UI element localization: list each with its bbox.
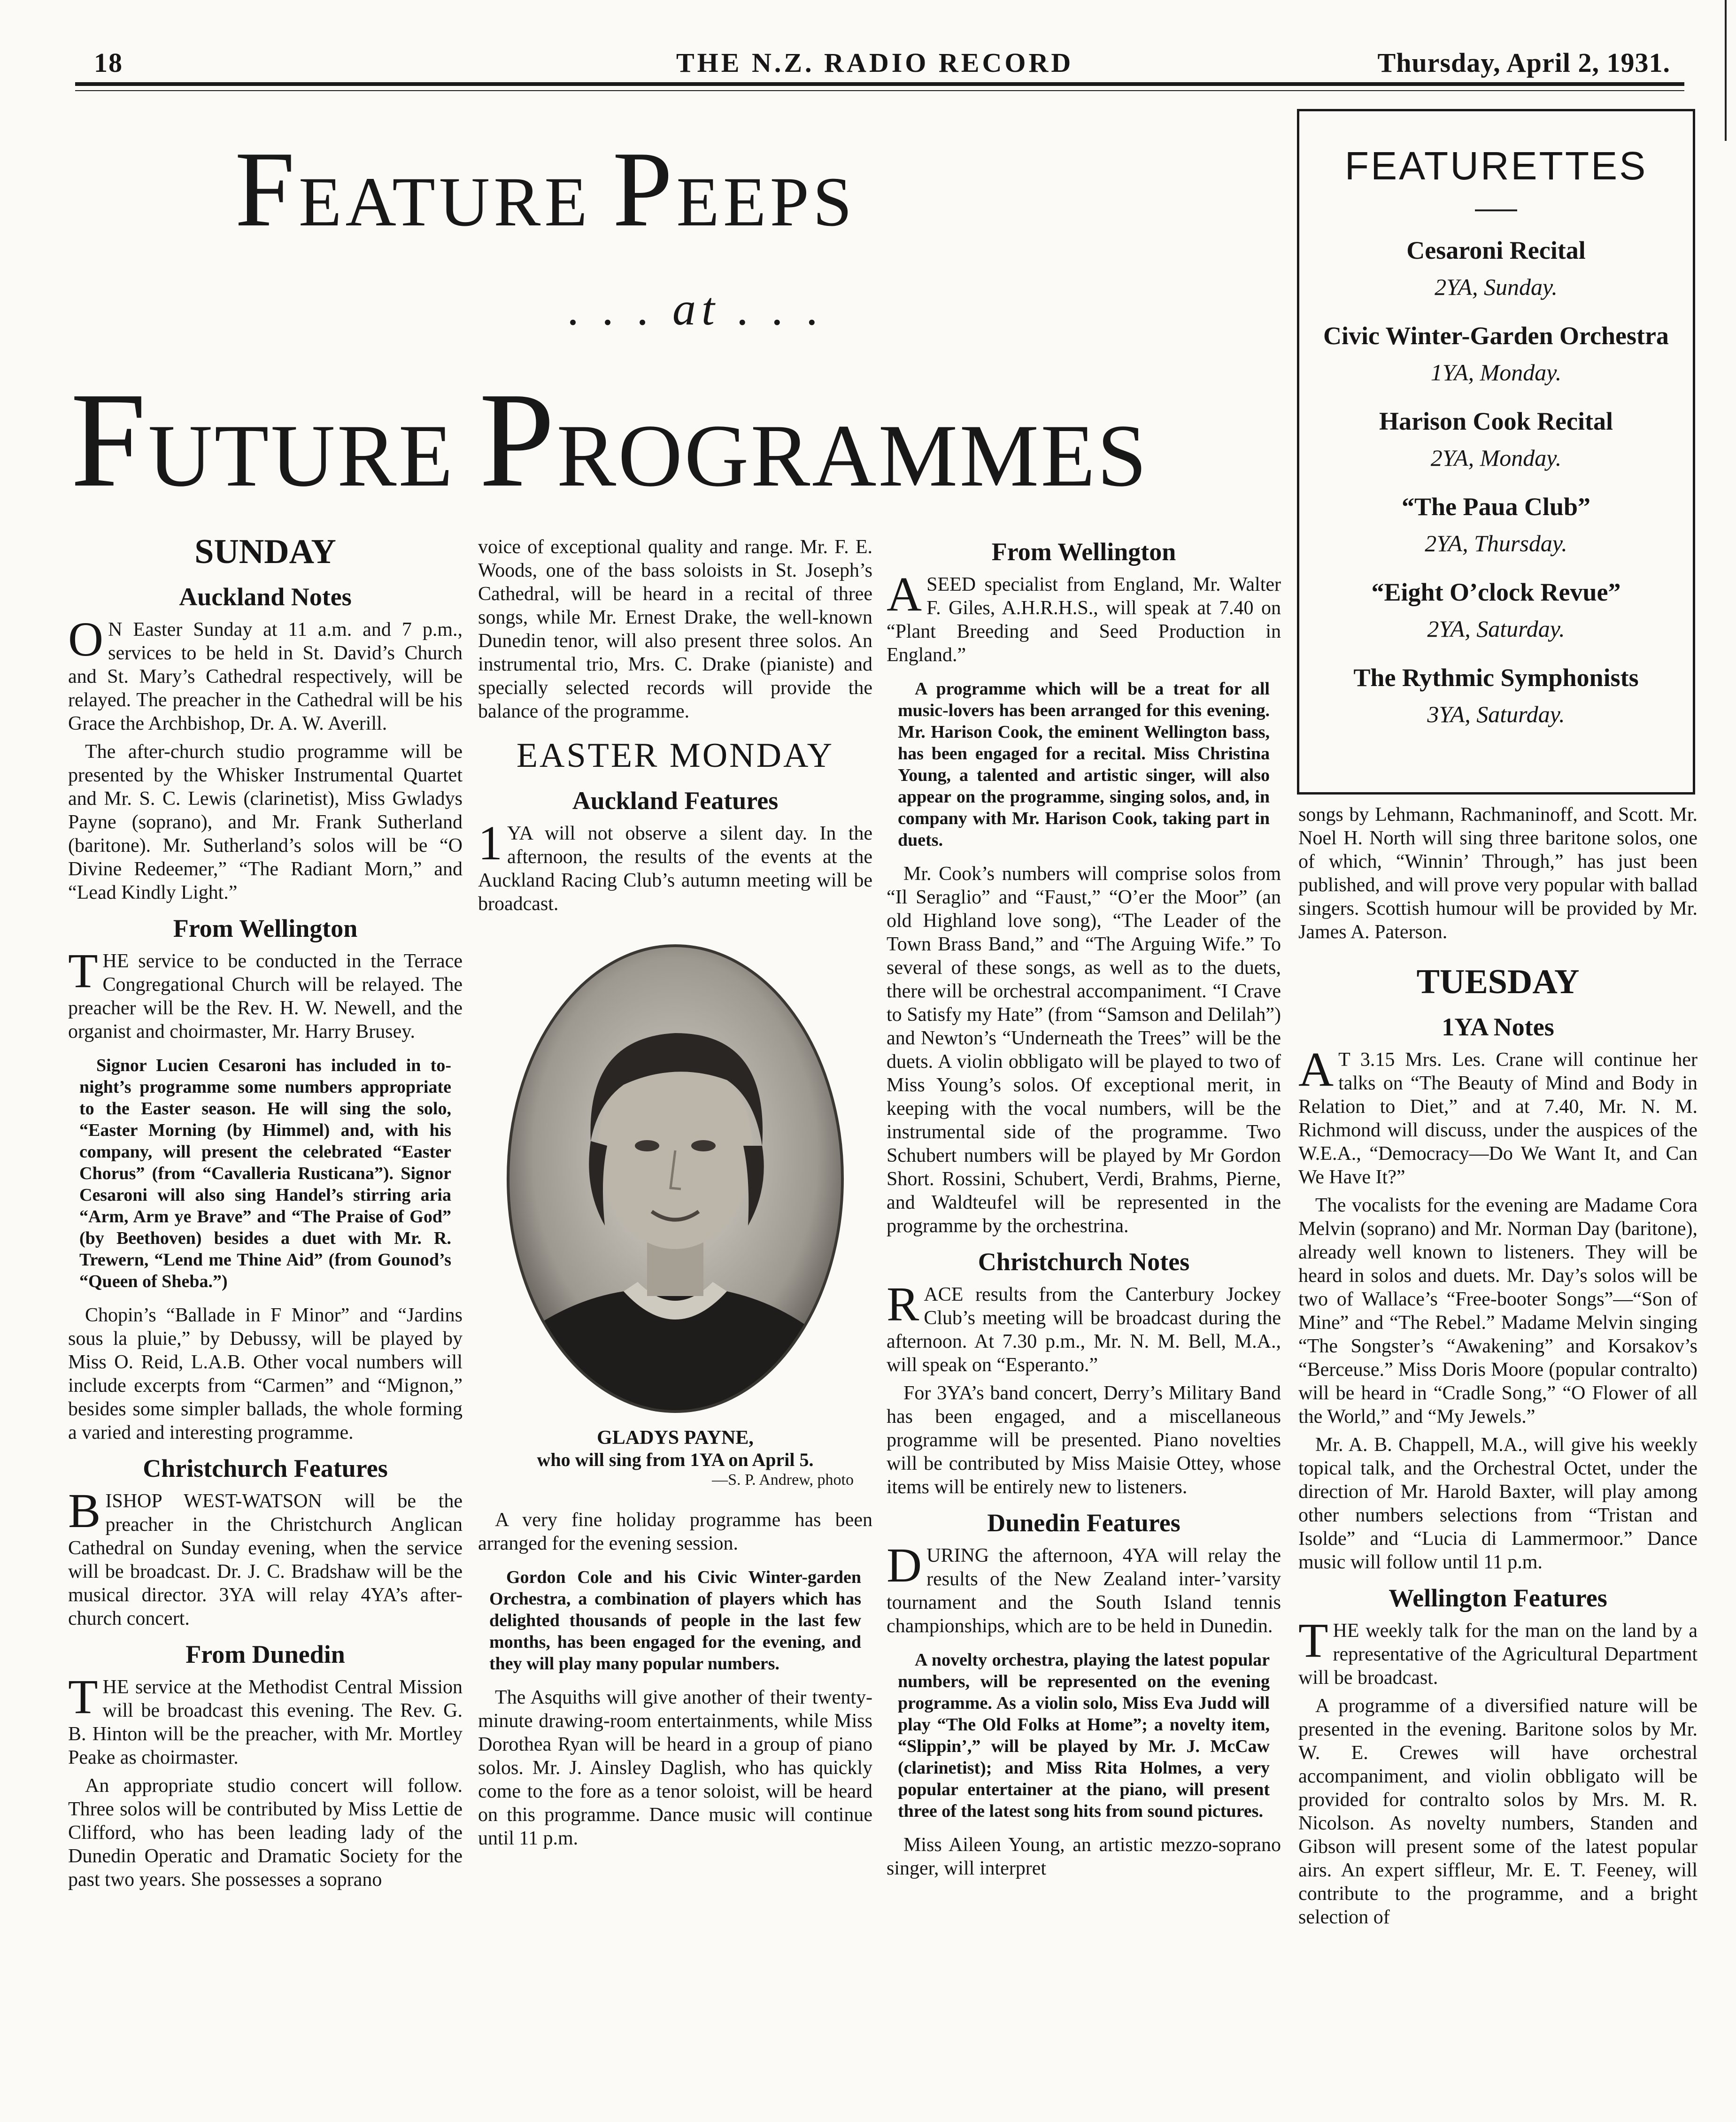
featurette-item: The Rythmic Symphonists 3YA, Saturday.: [1353, 664, 1639, 727]
subheading-from-dunedin: From Dunedin: [185, 1640, 345, 1668]
article-paragraph: An appropriate studio concert will follow. Three solos will be contributed by Miss Lettie de Clifford, who has been leading lady of the Dunedin Operatic and Dramatic Society for the past two years. She possesses a soprano: [68, 1775, 463, 1891]
boxed-paragraph: A programme which will be a treat for all music-lovers has been arranged for this evening. Mr. Harison Cook, the eminent Wellington bass, has been engaged for a recital. Miss Christina Young, a talented and artistic singer, will also appear on the programme, singing solos, and, in company with Mr. Harison Cook, taking part in duets.: [898, 679, 1270, 850]
featurette-item: Cesaroni Recital 2YA, Sunday.: [1406, 236, 1586, 300]
headline-feature-peeps: FEATURE PEEPS: [235, 129, 856, 249]
featurettes-box: [1297, 109, 1695, 795]
article-paragraph: Chopin’s “Ballade in F Minor” and “Jardins sous la pluie,” by Debussy, will be played by Miss O. Reid, L.A.B. Other vocal numbers will include excerpts from “Carmen” and “Mignon,” besides some simpler ballads, the whole forming a varied and interesting programme.: [68, 1304, 463, 1443]
article-paragraph: Mr. A. B. Chappell, M.A., will give his weekly topical talk, and the Orchestral Octet, under the direction of Mr. Harold Baxter, will play among other numbers selections from “Tristan and Isolde” and “Lucia di Lammermoor.” Dance music will follow until 11 p.m.: [1298, 1434, 1697, 1573]
featurettes-title: FEATURETTES: [1344, 144, 1648, 188]
photo-caption-text: who will sing from 1YA on April 5.: [537, 1449, 814, 1470]
article-paragraph: THE service to be conducted in the Terrace Congregational Church will be relayed. The preacher will be the Rev. H. W. Newell, and the organist and choirmaster, Mr. Harry Brusey.: [68, 944, 463, 1042]
boxed-paragraph: Gordon Cole and his Civic Winter-garden Orchestra, a combination of players which has delighted thousands of people in the last few months, has been engaged for the evening, and they will play many popular numbers.: [489, 1567, 861, 1674]
article-paragraph: songs by Lehmann, Rachmaninoff, and Scott. Mr. Noel H. North will sing three baritone solos, one of which, “Winnin’ Through,” has just been published, and will prove very popular with ballad singers. Scottish humour will be provided by Mr. James A. Paterson.: [1298, 804, 1697, 943]
header-rule-thin: [75, 90, 1684, 91]
article-paragraph: THE service at the Methodist Central Mission will be broadcast this evening. The Rev. G. B. Hinton will be the preacher, with Mr. Mortley Peake as choirmaster.: [68, 1670, 463, 1768]
article-paragraph: 1YA will not observe a silent day. In the afternoon, the results of the events at the Auckland Racing Club’s autumn meeting will be broadcast.: [478, 816, 872, 915]
subheading-wellington-features: Wellington Features: [1389, 1584, 1607, 1612]
headline-future-programmes: FUTURE PROGRAMMES: [70, 364, 1149, 515]
column-4: [1298, 803, 1697, 1934]
page-edge: [1725, 0, 1727, 141]
boxed-paragraph: Signor Lucien Cesaroni has included in to-night’s programme some numbers appropriate to the Easter season. He will sing the solo, “Easter Morning (by Himmel) and, with his company, will present the celebrated “Easter Chorus” (from “Cavalleria Rusticana”). Signor Cesaroni will also sing Handel’s stirring aria “Arm, Arm ye Brave” and “The Praise of God” (by Beethoven) besides a duet with Mr. R. Trewern, “Lend me Thine Aid” (from Gounod’s “Queen of Sheba.”): [79, 1056, 451, 1291]
headline-at: . . . at . . .: [568, 283, 825, 335]
article-paragraph: voice of exceptional quality and range. Mr. F. E. Woods, one of the bass soloists in St. Joseph’s Cathedral, will be heard in a recital of three songs, while Mr. Ernest Drake, the well-known Dunedin tenor, will also present three solos. An instrumental trio, Mrs. C. Drake (pianiste) and specially selected records will provide the balance of the programme.: [478, 536, 872, 722]
article-paragraph: For 3YA’s band concert, Derry’s Military Band has been engaged, and a miscellaneous programme will be presented. Piano novelties will be contributed by Miss Maisie Ottey, whose items will be entirely new to listeners.: [887, 1382, 1281, 1498]
article-paragraph: BISHOP WEST-WATSON will be the preacher in the Christchurch Anglican Cathedral on Sunday evening, when the service will be broadcast. Dr. J. C. Bradshaw will be the musical director. 3YA will relay 4YA’s after-church concert.: [68, 1484, 463, 1629]
section-heading-easter-monday: EASTER MONDAY: [516, 736, 834, 775]
article-paragraph: The vocalists for the evening are Madame Cora Melvin (soprano) and Mr. Norman Day (baritone), already well known to listeners. They will be heard in solos and duets. Mr. Day’s solos will be two of Wallace’s “Free-booter Songs”—“Son of Mine” and “The Rebel.” Madame Melvin singing “The Songster’s “Awakening” and Korsakov’s “Berceuse.” Miss Doris Moore (popular contralto) will be heard in “Cradle Song,” “O Flower of all the World,” and “My Jewels.”: [1298, 1195, 1697, 1428]
column-3: [887, 535, 1281, 1885]
article-paragraph: A very fine holiday programme has been arranged for the evening session.: [478, 1509, 872, 1554]
featurette-item: “The Paua Club” 2YA, Thursday.: [1401, 493, 1591, 556]
article-paragraph: ON Easter Sunday at 11 a.m. and 7 p.m., services to be held in St. David’s Church and St. Mary’s Cathedral respectively, will be relayed. The preacher in the Cathedral will be his Grace the Archbishop, Dr. A. W. Averill.: [68, 612, 463, 734]
subheading-1ya-notes: 1YA Notes: [1442, 1013, 1554, 1041]
subheading-christchurch-notes: Christchurch Notes: [978, 1248, 1190, 1276]
article-paragraph: The Asquiths will give another of their twenty-minute drawing-room entertainments, while Miss Dorothea Ryan will be heard in a group of piano solos. Mr. J. Ainsley Daglish, who has quickly come to the fore as a tenor soloist, will be heard on this programme. Dance music will continue until 11 p.m.: [478, 1687, 872, 1849]
boxed-paragraph: A novelty orchestra, playing the latest popular numbers, will be represented on the evening programme. As a violin solo, Miss Eva Judd will play “The Old Folks at Home”; a novelty item, “Slippin’,” will be played by Mr. J. McCaw (clarinetist); and Miss Rita Holmes, a very popular entertainer at the piano, will present three of the latest song hits from sound pictures.: [898, 1650, 1270, 1821]
column-2: [478, 535, 872, 1855]
portrait-photo: [506, 944, 844, 1413]
article-paragraph: Mr. Cook’s numbers will comprise solos from “Il Seraglio” and “Faust,” “O’er the Moor” (an old Highland love song), “The Leader of the Town Brass Band,” and “The Arguing Wife.” To several of these songs, as well as to the duets, there will be orchestral accompaniment. “I Crave to Satisfy my Hate” (from “Samson and Delilah”) and Newton’s “Underneath the Trees” will be the duets. A violin obbligato will be played to two of Miss Young’s solos. Of exceptional merit, in keeping with the vocal numbers, will be the instrumental side of the programme. Two Schubert numbers will be played by Mr Gordon Short. Rossini, Schubert, Verdi, Brahms, Pierne, and Waldteufel will be represented in the programme by the orchestrina.: [887, 863, 1281, 1237]
header-rule-thick: [75, 82, 1684, 86]
subheading-dunedin-features: Dunedin Features: [987, 1509, 1180, 1537]
article-paragraph: AT 3.15 Mrs. Les. Crane will continue her talks on “The Beauty of Mind and Body in Relation to Diet,” and at 7.40, Mr. N. M. Richmond will discuss, under the auspices of the W.E.A., “Democracy—Do We Want It, and Can We Have It?”: [1298, 1042, 1697, 1188]
section-heading-tuesday: TUESDAY: [1416, 963, 1580, 1001]
photo-credit: —S. P. Andrew, photo: [712, 1471, 854, 1489]
publication-name: THE N.Z. RADIO RECORD: [676, 47, 1074, 78]
featurettes-divider: [1475, 209, 1517, 211]
featurette-item: “Eight O’clock Revue” 2YA, Saturday.: [1371, 578, 1621, 642]
page-number: 18: [94, 47, 123, 78]
article-paragraph: Miss Aileen Young, an artistic mezzo-soprano singer, will interpret: [887, 1834, 1281, 1879]
article-paragraph: THE weekly talk for the man on the land by a representative of the Agricultural Department will be broadcast.: [1298, 1613, 1697, 1689]
article-paragraph: ASEED specialist from England, Mr. Walter F. Giles, A.H.R.H.S., will speak at 7.40 on “Plant Breeding and Seed Production in England.”: [887, 567, 1281, 666]
article-paragraph: The after-church studio programme will be presented by the Whisker Instrumental Quartet and Mr. S. C. Lewis (clarinetist), Miss Gwladys Payne (soprano), and Mr. Frank Sutherland (baritone). Mr. Sutherland’s solos will be “O Divine Redeemer,” “The Radiant Morn,” and “Lead Kindly Light.”: [68, 741, 463, 903]
article-paragraph: DURING the afternoon, 4YA will relay the results of the New Zealand inter-’varsity tournament and the South Island tennis championships, which are to be held in Dunedin.: [887, 1538, 1281, 1637]
subheading-auckland-features: Auckland Features: [572, 787, 779, 815]
subheading-from-wellington: From Wellington: [991, 538, 1176, 566]
section-heading-sunday: SUNDAY: [194, 532, 336, 571]
featurette-item: Harison Cook Recital 2YA, Monday.: [1379, 407, 1613, 471]
subheading-from-wellington: From Wellington: [173, 914, 358, 942]
photo-caption-name: GLADYS PAYNE,: [597, 1427, 754, 1449]
column-1: [68, 531, 463, 1896]
issue-date: Thursday, April 2, 1931.: [1377, 47, 1670, 78]
article-paragraph: A programme of a diversified nature will be presented in the evening. Baritone solos by Mr. W. E. Crewes will have orchestral accompaniment, and violin obbligato will be provided for contralto solos by Mrs. M. R. Nicolson. As novelty numbers, Standen and Gibson will present some of the latest popular airs. An expert siffleur, Mr. E. T. Feeney, will contribute to the programme, and a bright selection of: [1298, 1695, 1697, 1928]
subheading-auckland-notes: Auckland Notes: [179, 583, 352, 611]
subheading-christchurch-features: Christchurch Features: [143, 1454, 388, 1482]
article-paragraph: RACE results from the Canterbury Jockey Club’s meeting will be broadcast during the afternoon. At 7.30 p.m., Mr. N. M. Bell, M.A., will speak on “Esperanto.”: [887, 1277, 1281, 1376]
featurette-item: Civic Winter-Garden Orchestra 1YA, Monday.: [1323, 322, 1669, 386]
